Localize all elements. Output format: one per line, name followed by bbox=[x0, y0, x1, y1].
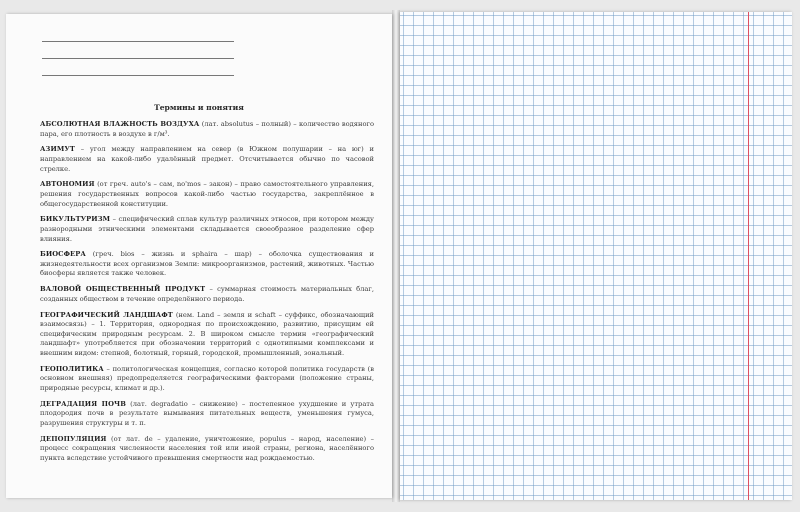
term-name: ГЕОПОЛИТИКА bbox=[40, 364, 104, 373]
term-definition: (нем. Land – земля и schaft – суффикс, обозначающий взаимосвязь) – 1. Территория, однородная по происхождению, развитию, присущим ей специфическим природным ресурсам. 2. В широком смысле термин «географический ландшафт» употребляется при обозначении территорий с однотипными комплексами и внешним видом: степной, болотный, горный, городской, промышленный, зональный. bbox=[40, 310, 374, 357]
term-entry bbox=[40, 180, 374, 209]
term-entry bbox=[40, 285, 374, 304]
term-name: БИОСФЕРА bbox=[40, 250, 86, 259]
writing-line bbox=[42, 58, 234, 59]
term-entry bbox=[40, 215, 374, 244]
term-entry bbox=[40, 365, 374, 394]
page-title: Термины и понятия bbox=[154, 103, 244, 112]
term-name: АВТОНОМИЯ bbox=[40, 180, 95, 189]
margin-line bbox=[748, 12, 749, 500]
term-definition: – суммарная стоимость материальных благ, созданных обществом в течение определённого периода. bbox=[40, 285, 374, 303]
term-definition: (от лат. de – удаление, уничтожение, populus – народ, население) – процесс сокращения численности населения той или иной страны, региона, населённого пункта вследствие устойчивого превышения смертности над рождаемостью. bbox=[40, 434, 374, 462]
term-entry bbox=[40, 250, 374, 279]
term-definition: – политологическая концепция, согласно которой политика государств (в основном внешняя) предопределяется географическими факторами (положение страны, природные ресурсы, климат и др.). bbox=[40, 364, 374, 392]
term-entry bbox=[40, 435, 374, 464]
writing-line bbox=[42, 75, 234, 76]
term-definition: – угол между направлением на север (в Южном полушарии – на юг) и направлением на какой-либо удалённый предмет. Отсчитывается обычно по часовой стрелке. bbox=[40, 145, 374, 173]
term-name: АБСОЛЮТНАЯ ВЛАЖНОСТЬ ВОЗДУХА bbox=[40, 120, 200, 128]
term-definition: (лат. absolutus – полный) – количество водяного пара, его плотность в воздухе в г/м³. bbox=[40, 120, 374, 138]
term-name: ДЕПОПУЛЯЦИЯ bbox=[40, 434, 107, 443]
left-page bbox=[6, 14, 392, 498]
right-page-grid bbox=[400, 12, 792, 500]
term-entry bbox=[40, 311, 374, 359]
term-name: ВАЛОВОЙ ОБЩЕСТВЕННЫЙ ПРОДУКТ bbox=[40, 285, 206, 294]
term-entry bbox=[40, 145, 374, 174]
term-definition: – специфический сплав культур различных этносов, при котором между разнородными этническими элементами складывается своеобразное разделение сфер влияния. bbox=[40, 215, 374, 243]
writing-line bbox=[42, 41, 234, 42]
term-name: АЗИМУТ bbox=[40, 145, 75, 154]
term-entry bbox=[40, 400, 374, 429]
term-definition: (лат. degradatio – снижение) – постепенное ухудшение и утрата плодородия почв в результате вымывания питательных веществ, уменьшения гумуса, разрушения структуры и т. п. bbox=[40, 399, 374, 427]
term-definition: (от греч. auto's – сам, no'mos – закон) – право самостоятельного управления, решения государственных вопросов какой-либо частью государства, закреплённое в общегосударственной конституции. bbox=[40, 180, 374, 208]
term-entry bbox=[40, 120, 374, 139]
term-name: ГЕОГРАФИЧЕСКИЙ ЛАНДШАФТ bbox=[40, 310, 173, 319]
terms-list bbox=[40, 120, 374, 470]
term-name: ДЕГРАДАЦИЯ ПОЧВ bbox=[40, 399, 126, 408]
term-definition: (греч. bios – жизнь и sphaira – шар) – оболочка существования и жизнедеятельности всех организмов Земли: микроорганизмов, растений, животных. Частью биосферы является также человек. bbox=[40, 250, 374, 278]
term-name: БИКУЛЬТУРИЗМ bbox=[40, 215, 111, 224]
notebook-spine bbox=[392, 10, 400, 502]
